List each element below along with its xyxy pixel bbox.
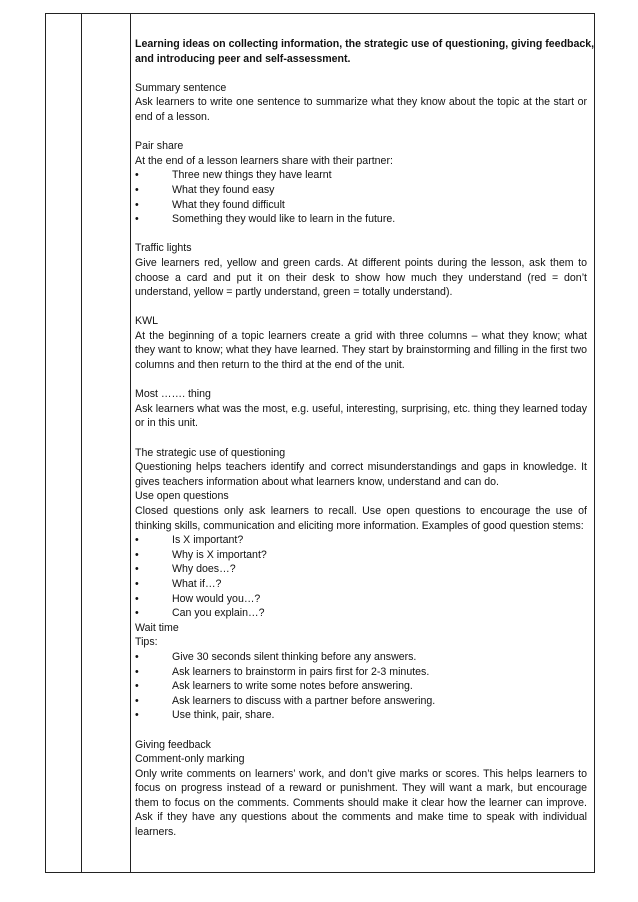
bullet-item <box>135 168 587 183</box>
bullet-icon: • <box>135 577 139 590</box>
section <box>135 446 587 723</box>
bullet-icon: • <box>135 680 139 693</box>
sections <box>135 81 587 840</box>
bullet-icon: • <box>135 563 139 576</box>
bullet-item <box>135 533 587 548</box>
section <box>135 738 587 840</box>
bullet-icon: • <box>135 650 139 663</box>
bullet-text: Ask learners to discuss with a partner before answering. <box>172 694 436 707</box>
bullet-item <box>135 577 587 592</box>
heading-line: and introducing peer and self-assessment. <box>135 52 351 65</box>
bullet-text: Why does…? <box>172 563 236 576</box>
bullet-item <box>135 708 587 723</box>
bullet-text: What they found difficult <box>172 198 285 211</box>
bullet-item <box>135 548 587 563</box>
bullet-icon: • <box>135 548 139 561</box>
bullet-item <box>135 679 587 694</box>
text-line: At the end of a lesson learners share with their partner: <box>135 154 393 167</box>
bullet-icon: • <box>135 169 139 182</box>
text-line: Wait time <box>135 621 179 634</box>
bullet-text: Why is X important? <box>172 548 267 561</box>
bullet-text: What they found easy <box>172 183 275 196</box>
bullet-text: Something they would like to learn in the future. <box>172 213 396 226</box>
bullet-item <box>135 694 587 709</box>
text-line: Most ……. thing <box>135 388 211 401</box>
column-divider <box>81 14 82 872</box>
content-cell <box>135 37 595 840</box>
bullet-text: How would you…? <box>172 592 261 605</box>
bullet-item <box>135 606 587 621</box>
bullet-item <box>135 665 587 680</box>
text-line: Giving feedback <box>135 738 211 751</box>
bullet-icon: • <box>135 592 139 605</box>
bullet-icon: • <box>135 607 139 620</box>
bullet-icon: • <box>135 694 139 707</box>
bullet-text: Can you explain…? <box>172 607 265 620</box>
bullet-item <box>135 650 587 665</box>
text-line: Use open questions <box>135 490 229 503</box>
bullet-text: Ask learners to write some notes before answering. <box>172 680 413 693</box>
section <box>135 139 587 227</box>
bullet-icon: • <box>135 665 139 678</box>
section <box>135 241 587 299</box>
paragraph: Questioning helps teachers identify and correct misunderstandings and gaps in knowledge. It gives teachers information about what learners know, understand and can do. <box>135 461 587 488</box>
text-line: Tips: <box>135 636 158 649</box>
bullet-item <box>135 198 587 213</box>
bullet-text: Use think, pair, share. <box>172 709 275 722</box>
bullet-item <box>135 562 587 577</box>
paragraph: Ask learners what was the most, e.g. useful, interesting, surprising, etc. thing they learned today or in this unit. <box>135 402 587 430</box>
text-line: The strategic use of questioning <box>135 446 286 459</box>
bullet-icon: • <box>135 198 139 211</box>
paragraph: Closed questions only ask learners to recall. Use open questions to encourage the use of thinking skills, communication and eliciting more information. Examples of good question stems: <box>135 505 587 532</box>
bullet-icon: • <box>135 709 139 722</box>
paragraph: Give learners red, yellow and green cards. At different points during the lesson, ask them to choose a card and put it on their desk to show how much they understand (red = don’t understand, yellow = partly understand, green = totally understand). <box>135 256 587 299</box>
bullet-text: Three new things they have learnt <box>172 169 332 182</box>
section <box>135 387 587 431</box>
text-line: Traffic lights <box>135 242 192 255</box>
bullet-text: Give 30 seconds silent thinking before any answers. <box>172 650 417 663</box>
text-line: Summary sentence <box>135 81 227 94</box>
bullet-text: Is X important? <box>172 534 244 547</box>
bullet-text: Ask learners to brainstorm in pairs first for 2-3 minutes. <box>172 665 430 678</box>
bullet-item <box>135 212 587 227</box>
heading-line: Learning ideas on collecting information, the strategic use of questioning, giving feedback, <box>135 38 595 50</box>
column-divider <box>130 14 131 872</box>
text-line: Pair share <box>135 140 184 153</box>
bullet-icon: • <box>135 534 139 547</box>
paragraph: Ask learners to write one sentence to summarize what they know about the topic at the start or end of a lesson. <box>135 96 587 123</box>
page-heading <box>135 37 595 66</box>
bullet-icon: • <box>135 213 139 226</box>
bullet-item <box>135 183 587 198</box>
section <box>135 81 587 125</box>
paragraph: At the beginning of a topic learners create a grid with three columns – what they know; what they want to know; what they have learned. They start by brainstorming and filling in the first two columns and then return to the third at the end of the unit. <box>135 329 587 372</box>
paragraph: Only write comments on learners’ work, and don’t give marks or scores. This helps learners to focus on progress instead of a reward or punishment. They will want a mark, but encourage them to focus on the comments. Comments should make it clear how the learner can improve. Ask if they have any questions about the comments and make time to speak with individual learners. <box>135 767 587 839</box>
bullet-icon: • <box>135 183 139 196</box>
text-line: KWL <box>135 315 158 328</box>
section <box>135 314 587 372</box>
bullet-text: What if…? <box>172 577 222 590</box>
text-line: Comment-only marking <box>135 753 245 766</box>
bullet-item <box>135 592 587 607</box>
